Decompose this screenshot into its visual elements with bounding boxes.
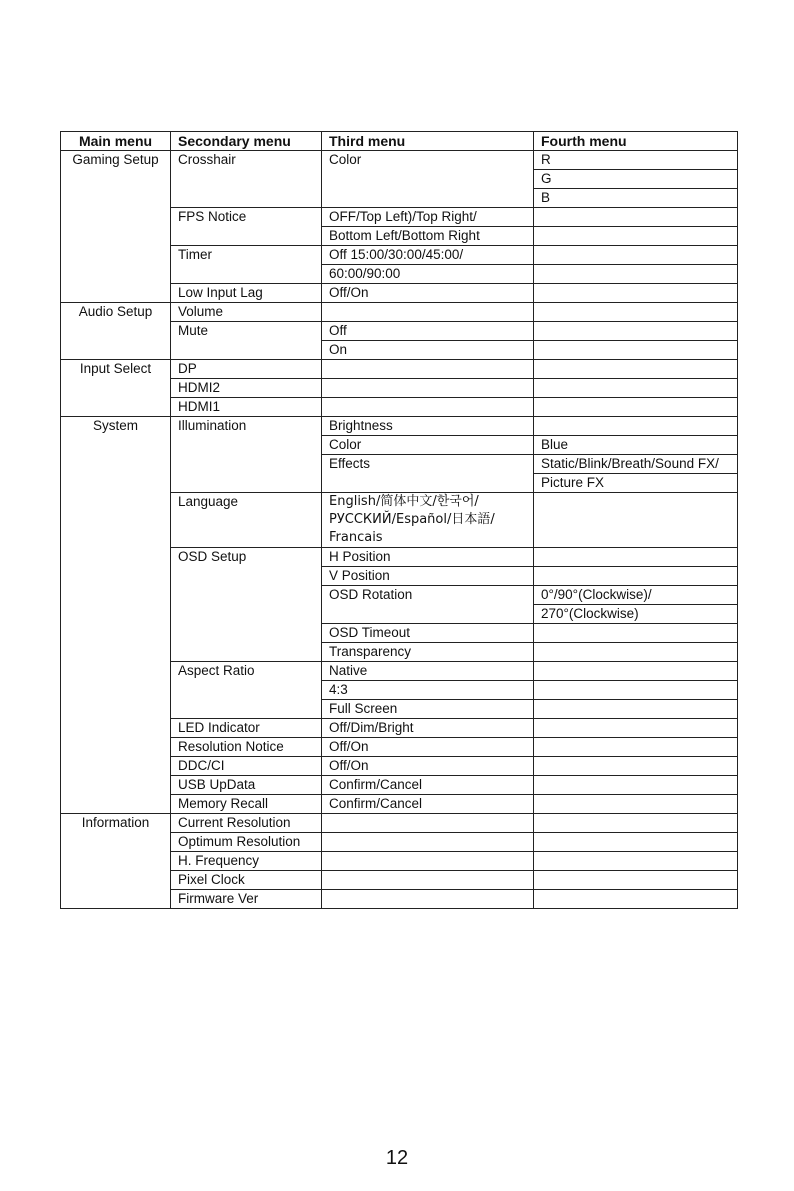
fourth-empty (534, 643, 738, 662)
main-input-select: Input Select (61, 360, 171, 417)
third-native: Native (322, 662, 534, 681)
secondary-illumination: Illumination (171, 417, 322, 493)
main-information: Information (61, 814, 171, 909)
fourth-r: R (534, 151, 738, 170)
secondary-led-indicator: LED Indicator (171, 719, 322, 738)
secondary-osd-setup: OSD Setup (171, 548, 322, 662)
fourth-empty (534, 360, 738, 379)
fourth-empty (534, 303, 738, 322)
third-ddc-ci-options: Off/On (322, 757, 534, 776)
secondary-usb-update: USB UpData (171, 776, 322, 795)
third-led-options: Off/Dim/Bright (322, 719, 534, 738)
fourth-empty (534, 871, 738, 890)
page-number: 12 (385, 1147, 409, 1169)
third-memory-recall-options: Confirm/Cancel (322, 795, 534, 814)
third-usb-update-options: Confirm/Cancel (322, 776, 534, 795)
fourth-empty (534, 265, 738, 284)
fourth-empty (534, 341, 738, 360)
secondary-resolution-notice: Resolution Notice (171, 738, 322, 757)
third-empty (322, 871, 534, 890)
third-empty (322, 890, 534, 909)
fourth-empty (534, 757, 738, 776)
third-empty (322, 814, 534, 833)
fourth-empty (534, 814, 738, 833)
secondary-h-frequency: H. Frequency (171, 852, 322, 871)
secondary-ddc-ci: DDC/CI (171, 757, 322, 776)
secondary-language: Language (171, 493, 322, 548)
fourth-empty (534, 417, 738, 436)
language-line-2: РУССКИЙ/Español/日本語/ (329, 512, 495, 527)
third-4-3: 4:3 (322, 681, 534, 700)
secondary-hdmi2: HDMI2 (171, 379, 322, 398)
fourth-blue: Blue (534, 436, 738, 455)
third-empty (322, 398, 534, 417)
fourth-empty (534, 398, 738, 417)
third-mute-on: On (322, 341, 534, 360)
secondary-hdmi1: HDMI1 (171, 398, 322, 417)
fourth-empty (534, 890, 738, 909)
fourth-empty (534, 567, 738, 586)
secondary-firmware-ver: Firmware Ver (171, 890, 322, 909)
table-row (61, 303, 738, 322)
table-row (61, 417, 738, 436)
third-osd-timeout: OSD Timeout (322, 624, 534, 643)
secondary-aspect-ratio: Aspect Ratio (171, 662, 322, 719)
fourth-empty (534, 738, 738, 757)
third-v-position: V Position (322, 567, 534, 586)
secondary-dp: DP (171, 360, 322, 379)
fourth-empty (534, 719, 738, 738)
fourth-rotation-options-2: 270°(Clockwise) (534, 605, 738, 624)
fourth-empty (534, 548, 738, 567)
main-system: System (61, 417, 171, 814)
header-secondary-menu: Secondary menu (171, 132, 322, 151)
fourth-rotation-options-1: 0°/90°(Clockwise)/ (534, 586, 738, 605)
fourth-empty (534, 379, 738, 398)
fourth-empty (534, 795, 738, 814)
secondary-pixel-clock: Pixel Clock (171, 871, 322, 890)
third-fps-options-1: OFF/Top Left)/Top Right/ (322, 208, 534, 227)
header-third-menu: Third menu (322, 132, 534, 151)
third-empty (322, 360, 534, 379)
third-full-screen: Full Screen (322, 700, 534, 719)
header-row (61, 132, 738, 151)
secondary-low-input-lag: Low Input Lag (171, 284, 322, 303)
table-row (61, 360, 738, 379)
third-empty (322, 303, 534, 322)
third-h-position: H Position (322, 548, 534, 567)
fourth-empty (534, 208, 738, 227)
fourth-empty (534, 322, 738, 341)
menu-table (60, 131, 738, 909)
fourth-b: B (534, 189, 738, 208)
table-row (61, 814, 738, 833)
third-osd-rotation: OSD Rotation (322, 586, 534, 624)
fourth-effects-options-1: Static/Blink/Breath/Sound FX/ (534, 455, 738, 474)
fourth-empty (534, 284, 738, 303)
fourth-g: G (534, 170, 738, 189)
header-fourth-menu: Fourth menu (534, 132, 738, 151)
secondary-memory-recall: Memory Recall (171, 795, 322, 814)
main-audio-setup: Audio Setup (61, 303, 171, 360)
table-row (61, 151, 738, 170)
header-main-menu: Main menu (61, 132, 171, 151)
secondary-optimum-resolution: Optimum Resolution (171, 833, 322, 852)
secondary-current-resolution: Current Resolution (171, 814, 322, 833)
fourth-empty (534, 493, 738, 548)
third-timer-options-2: 60:00/90:00 (322, 265, 534, 284)
fourth-empty (534, 624, 738, 643)
third-empty (322, 379, 534, 398)
fourth-empty (534, 681, 738, 700)
language-line-1: English/简体中文/한국어/ (329, 494, 479, 509)
third-language-options (322, 493, 534, 548)
fourth-empty (534, 833, 738, 852)
secondary-mute: Mute (171, 322, 322, 360)
third-transparency: Transparency (322, 643, 534, 662)
third-resolution-notice-options: Off/On (322, 738, 534, 757)
main-gaming-setup: Gaming Setup (61, 151, 171, 303)
third-low-input-lag-options: Off/On (322, 284, 534, 303)
secondary-crosshair: Crosshair (171, 151, 322, 208)
third-mute-off: Off (322, 322, 534, 341)
third-illumination-color: Color (322, 436, 534, 455)
secondary-fps-notice: FPS Notice (171, 208, 322, 246)
fourth-empty (534, 246, 738, 265)
language-line-3: Francais (329, 530, 383, 545)
secondary-volume: Volume (171, 303, 322, 322)
fourth-empty (534, 227, 738, 246)
third-empty (322, 833, 534, 852)
fourth-empty (534, 662, 738, 681)
third-fps-options-2: Bottom Left/Bottom Right (322, 227, 534, 246)
fourth-effects-options-2: Picture FX (534, 474, 738, 493)
third-crosshair-color: Color (322, 151, 534, 208)
third-effects: Effects (322, 455, 534, 493)
fourth-empty (534, 700, 738, 719)
third-brightness: Brightness (322, 417, 534, 436)
third-timer-options-1: Off 15:00/30:00/45:00/ (322, 246, 534, 265)
secondary-timer: Timer (171, 246, 322, 284)
fourth-empty (534, 776, 738, 795)
fourth-empty (534, 852, 738, 871)
third-empty (322, 852, 534, 871)
